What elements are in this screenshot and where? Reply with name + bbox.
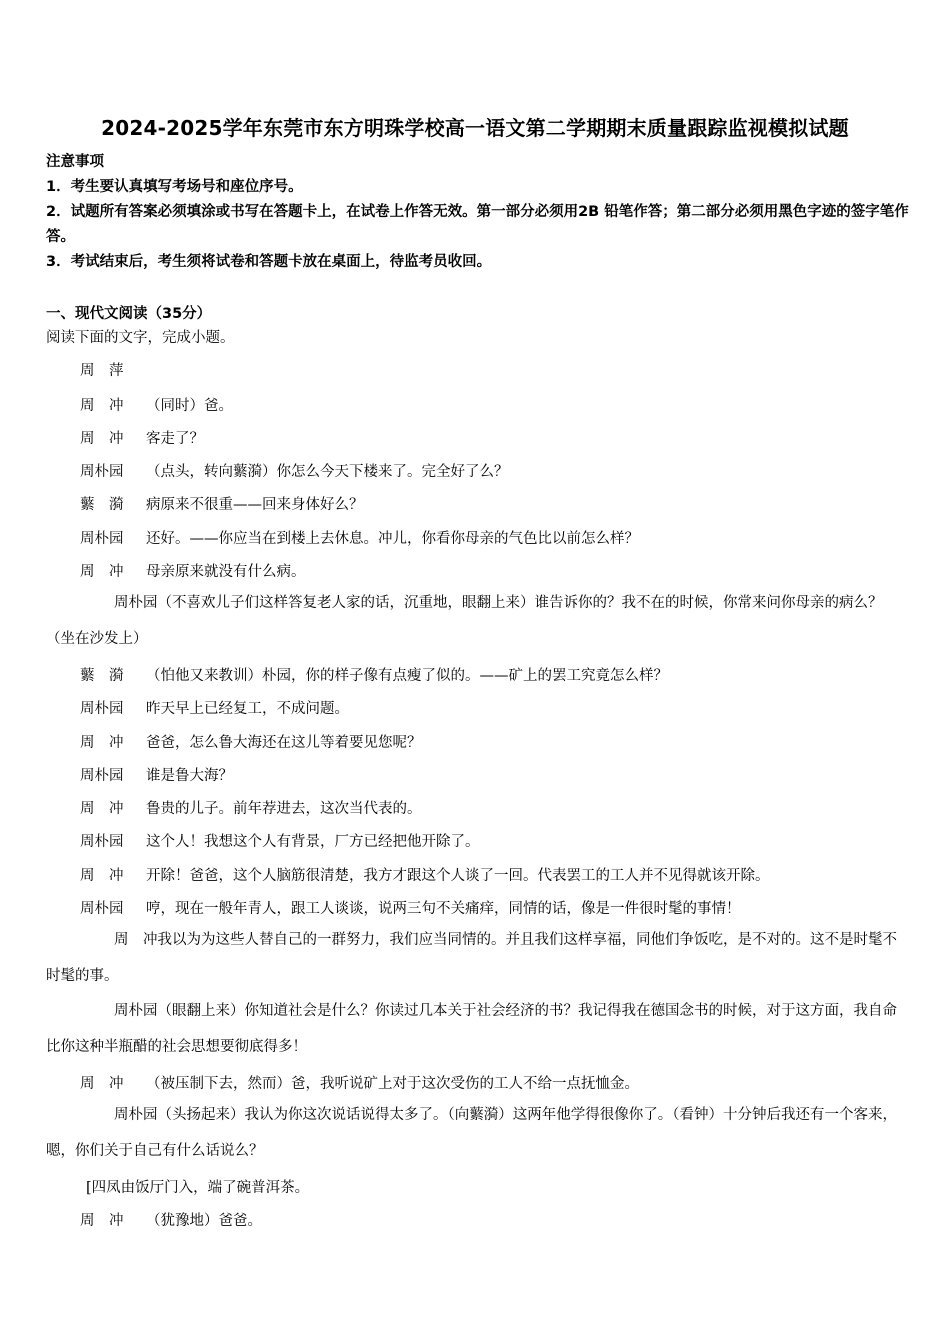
dialogue-line [46,1097,908,1169]
line-text: 还好。——你应当在到楼上去休息。冲儿，你看你母亲的气色比以前怎么样？ [146,531,639,547]
section-heading: 一、现代文阅读（35分） [46,306,212,322]
dialogue-line [80,864,770,885]
line-text: 谁是鲁大海？ [146,768,233,784]
line-text: 我以为为这些人替自己的一群努力，我们应当同情的。并且我们这样享福，同他们争饭吃，是不对的。这不是时髦不时髦的事。 [46,932,897,984]
line-text: （同时）爸。 [146,398,233,414]
line-text: 爸爸，怎么鲁大海还在这儿等着要见您呢？ [146,735,422,751]
speaker-name: 周 冲 [80,735,124,751]
speaker-name: 周 冲 [114,932,158,948]
line-text: [四凤由饭厅门入，端了碗普洱茶。 [86,1180,310,1196]
dialogue-line [80,897,741,918]
speaker-name: 周 冲 [80,564,124,580]
line-text: 母亲原来就没有什么病。 [146,564,306,580]
dialogue-line [46,585,908,657]
notice-item-2: 2．试题所有答案必须填涂或书写在答题卡上，在试卷上作答无效。第一部分必须用2B 铅笔作答；第二部分必须用黑色字迹的签字笔作答。 [46,204,909,245]
dialogue-line [80,797,422,818]
speaker-name: 周朴园 [80,531,124,547]
line-text: 昨天早上已经复工，不成问题。 [146,701,349,717]
dialogue-line [80,527,639,548]
line-text: （头扬起来）我认为你这次说话说得太多了。（向蘩漪）这两年他学得很像你了。（看钟）十分钟后我还有一个客来，嗯，你们关于自己有什么话说么？ [46,1107,897,1159]
speaker-name: 蘩 漪 [80,497,124,513]
speaker-name: 周 冲 [80,801,124,817]
line-text: 开除！爸爸，这个人脑筋很清楚，我方才跟这个人谈了一回。代表罢工的工人并不见得就该开除。 [146,868,770,884]
speaker-name: 周 冲 [80,868,124,884]
speaker-name: 周朴园 [80,464,124,480]
dialogue-line [80,560,306,581]
speaker-name: 周 冲 [80,431,124,447]
line-text: 客走了？ [146,431,204,447]
dialogue-line [46,922,908,994]
speaker-name: 周朴园 [114,1107,158,1123]
dialogue-line [80,493,364,514]
dialogue-line [80,697,349,718]
notice-heading: 注意事项 [46,154,104,170]
speaker-name: 周 萍 [80,363,124,379]
document-title: 2024-2025学年东莞市东方明珠学校高一语文第二学期期末质量跟踪监视模拟试题 [101,116,849,140]
dialogue-line [80,731,422,752]
dialogue-line [80,764,233,785]
speaker-name: 周朴园 [80,834,124,850]
speaker-name: 周 冲 [80,398,124,414]
speaker-name: 周朴园 [114,595,158,611]
speaker-name: 周 冲 [80,1076,124,1092]
line-text: 病原来不很重——回来身体好么？ [146,497,364,513]
notice-item-1: 1．考生要认真填写考场号和座位序号。 [46,179,303,195]
dialogue-line [80,830,480,851]
line-text: 这个人！我想这个人有背景，厂方已经把他开除了。 [146,834,480,850]
speaker-name: 周朴园 [114,1003,158,1019]
line-text: （被压制下去，然而）爸，我听说矿上对于这次受伤的工人不给一点抚恤金。 [146,1076,639,1092]
speaker-name: 周朴园 [80,901,124,917]
speaker-name: 周朴园 [80,768,124,784]
dialogue-line [80,1209,262,1230]
line-text: （怕他又来教训）朴园，你的样子像有点瘦了似的。——矿上的罢工究竟怎么样？ [146,668,668,684]
notice-item-3: 3．考试结束后，考生须将试卷和答题卡放在桌面上，待监考员收回。 [46,254,492,270]
dialogue-line [46,993,908,1065]
line-text: 鲁贵的儿子。前年荐进去，这次当代表的。 [146,801,422,817]
section-intro: 阅读下面的文字，完成小题。 [46,330,235,346]
speaker-name: 蘩 漪 [80,668,124,684]
dialogue-line [80,460,509,481]
line-text: （眼翻上来）你知道社会是什么？你读过几本关于社会经济的书？我记得我在德国念书的时候，对于这方面，我自命比你这种半瓶醋的社会思想要彻底得多！ [46,1003,897,1055]
dialogue-line [80,394,233,415]
speaker-name: 周 冲 [80,1213,124,1229]
line-text: （犹豫地）爸爸。 [146,1213,262,1229]
speaker-name: 周朴园 [80,701,124,717]
dialogue-line [80,664,668,685]
line-text: （不喜欢儿子们这样答复老人家的话，沉重地，眼翻上来）谁告诉你的？我不在的时候，你常来问你母亲的病么？（坐在沙发上） [46,595,883,647]
stage-direction [86,1176,309,1197]
line-text: （点头，转向蘩漪）你怎么今天下楼来了。完全好了么？ [146,464,509,480]
dialogue-line [80,427,204,448]
line-text: 哼，现在一般年青人，跟工人谈谈，说两三句不关痛痒，同情的话，像是一件很时髦的事情！ [146,901,741,917]
dialogue-line [80,359,146,380]
dialogue-line [80,1072,639,1093]
